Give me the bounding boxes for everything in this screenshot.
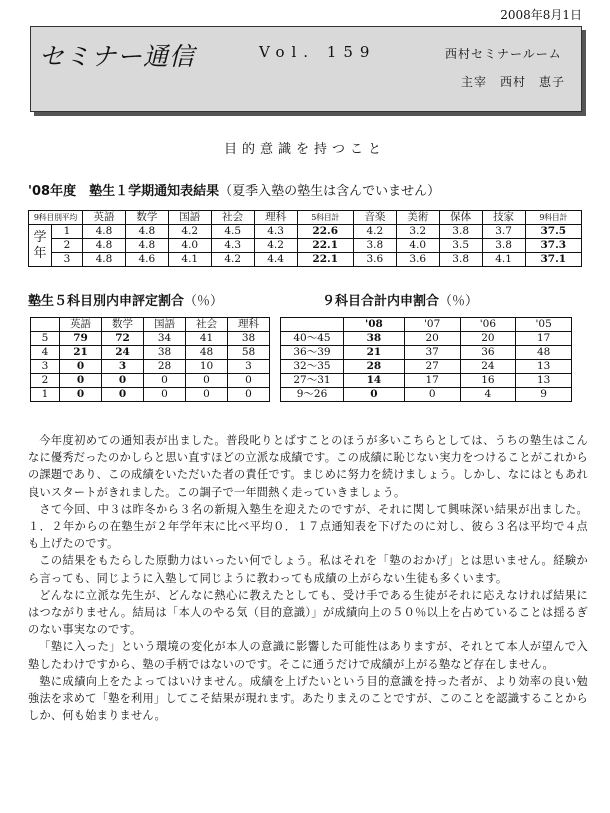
nine-subject-ratio-table (280, 317, 572, 402)
col-header: 数学 (102, 318, 144, 332)
col-header: 英語 (60, 318, 102, 332)
table-row (29, 225, 582, 239)
col-header: 理科 (254, 211, 297, 225)
table-cell: 0 (60, 360, 102, 374)
table-cell: 4.1 (482, 253, 525, 267)
section-9subject-title (322, 290, 478, 309)
table-cell: 13 (516, 360, 572, 374)
table-cell: 0 (144, 374, 186, 388)
table-cell: 20 (404, 332, 460, 346)
table-cell: 3.8 (482, 239, 525, 253)
table-cell: 0 (186, 374, 228, 388)
table-cell: 38 (344, 332, 405, 346)
table-cell: 17 (516, 332, 572, 346)
newsletter-header (30, 26, 582, 112)
table-cell: 0 (404, 388, 460, 402)
table-cell: 17 (404, 374, 460, 388)
table-cell: 4.6 (125, 253, 168, 267)
table-row (281, 374, 572, 388)
table-cell: 9 (516, 388, 572, 402)
paragraph: 塾に成績向上をたよってはいけません。成績を上げたいという目的意識を持った者が、より効率の良い勉強法を求めて「塾を利用」してこそ結果が現れます。あたりまえのことですが、このことを認識することからしか、何も始まりません。 (28, 674, 588, 723)
table-cell: 22.6 (297, 225, 353, 239)
table-cell: 0 (186, 388, 228, 402)
grade-number: 2 (52, 239, 83, 253)
table-header-row (281, 318, 572, 332)
table-cell: 0 (228, 374, 270, 388)
section-5subject-heading: 塾生５科目別内申評定割合 (28, 294, 185, 309)
table-cell: 4.2 (254, 239, 297, 253)
table-cell: 4.8 (125, 239, 168, 253)
table-cell: 4 (460, 388, 516, 402)
table-cell: 4.0 (396, 239, 439, 253)
table-cell: 4.3 (211, 239, 254, 253)
grade-number: 3 (52, 253, 83, 267)
grade-average-table (28, 210, 582, 267)
table-cell: 3.2 (396, 225, 439, 239)
section-5subject-title (28, 290, 223, 309)
col-header: '05 (516, 318, 572, 332)
table-cell: 0 (60, 388, 102, 402)
table-cell: 4.8 (83, 239, 126, 253)
col-header: 技家 (482, 211, 525, 225)
table-cell: 22.1 (297, 239, 353, 253)
table-cell: 0 (102, 374, 144, 388)
table-cell: 21 (344, 346, 405, 360)
article-body (28, 432, 588, 724)
table-cell: 3.6 (396, 253, 439, 267)
table-cell: 37.5 (525, 225, 581, 239)
col-header: '06 (460, 318, 516, 332)
table-header-row (31, 318, 270, 332)
table-cell: 3.8 (439, 253, 482, 267)
table-cell: 38 (228, 332, 270, 346)
section-grades-note: （夏季入塾の塾生は含んでいません） (219, 184, 441, 199)
paragraph: 今年度初めての通知表が出ました。普段叱りとばすことのほうが多いこちらとしては、うちの塾生はこんなに優秀だったのかしらと思い直すほどの立派な成績です。この成績に恥じない実力をつけることがこれからの課題であり、この成績をいただいた者の責任です。まじめに努力を続けましょう。しかし、なにはともあれ良いスタートがきれました。この調子で一年間熱く走っていきましょう。 (28, 434, 588, 499)
table-cell: 36 (460, 346, 516, 360)
table-cell: 37.1 (525, 253, 581, 267)
col-header: 9科目計 (525, 211, 581, 225)
organizer-name: 主宰 西村 恵子 (461, 75, 566, 89)
col-header: 国語 (168, 211, 211, 225)
table-row (281, 346, 572, 360)
col-header: 社会 (186, 318, 228, 332)
table-cell: 28 (144, 360, 186, 374)
col-header: 理科 (228, 318, 270, 332)
col-header: 国語 (144, 318, 186, 332)
table-cell: 37 (404, 346, 460, 360)
table-corner: 9科目別平均 (29, 211, 83, 225)
table-corner (31, 318, 60, 332)
col-header: 数学 (125, 211, 168, 225)
table-row (281, 388, 572, 402)
table-cell: 4.8 (83, 225, 126, 239)
table-cell: 0 (60, 374, 102, 388)
table-row (31, 332, 270, 346)
table-header-row (29, 211, 582, 225)
article-title: 目的意識を持つこと (223, 142, 386, 157)
table-cell: 48 (516, 346, 572, 360)
table-cell: 3 (102, 360, 144, 374)
col-header: 美術 (396, 211, 439, 225)
table-cell: 21 (60, 346, 102, 360)
table-cell: 3.8 (439, 225, 482, 239)
table-cell: 38 (144, 346, 186, 360)
table-cell: 16 (460, 374, 516, 388)
table-row (29, 239, 582, 253)
row-label: 40～45 (281, 332, 344, 346)
table-cell: 4.3 (254, 225, 297, 239)
paragraph: この結果をもたらした原動力はいったい何でしょう。私はそれを「塾のおかげ」とは思いません。経験から言っても、同じように入塾して同じように教わっても成績の上がらない生徒も多くいます。 (28, 554, 588, 585)
col-header: 社会 (211, 211, 254, 225)
section-9subject-unit: （％） (439, 294, 479, 309)
grade-label: 学 年 (29, 225, 52, 267)
row-label: 4 (31, 346, 60, 360)
volume-number: Vol. 159 (259, 43, 377, 61)
table-cell: 4.1 (168, 253, 211, 267)
newsletter-title: セミナー通信 (39, 42, 196, 71)
table-row (31, 374, 270, 388)
table-cell: 37.3 (525, 239, 581, 253)
table-cell: 48 (186, 346, 228, 360)
table-cell: 41 (186, 332, 228, 346)
col-header: '07 (404, 318, 460, 332)
table-cell: 0 (344, 388, 405, 402)
row-label: 5 (31, 332, 60, 346)
table-cell: 24 (460, 360, 516, 374)
table-cell: 4.8 (83, 253, 126, 267)
table-row (281, 332, 572, 346)
row-label: 1 (31, 388, 60, 402)
table-cell: 3 (228, 360, 270, 374)
table-cell: 28 (344, 360, 405, 374)
table-cell: 14 (344, 374, 405, 388)
table-cell: 0 (144, 388, 186, 402)
table-cell: 3.6 (353, 253, 396, 267)
table-row (31, 388, 270, 402)
table-row (29, 253, 582, 267)
table-cell: 13 (516, 374, 572, 388)
row-label: 2 (31, 374, 60, 388)
paragraph: 「塾に入った」という環境の変化が本人の意識に影響した可能性はありますが、それとて本人が望んで入塾したわけですから、塾の手柄ではないのです。そこに通うだけで成績が上がる塾など存在しません。 (28, 640, 588, 671)
table-cell: 24 (102, 346, 144, 360)
table-row (31, 346, 270, 360)
row-label: 32～35 (281, 360, 344, 374)
table-cell: 58 (228, 346, 270, 360)
table-cell: 27 (404, 360, 460, 374)
section-9subject-heading: ９科目合計内申割合 (322, 294, 440, 309)
organization-name: 西村セミナールーム (445, 47, 562, 61)
row-label: 3 (31, 360, 60, 374)
col-header: 英語 (83, 211, 126, 225)
issue-date: 2008年8月1日 (500, 8, 582, 22)
section-5subject-unit: （％） (184, 294, 224, 309)
table-cell: 4.0 (168, 239, 211, 253)
table-row (281, 360, 572, 374)
col-header: '08 (344, 318, 405, 332)
col-header: 保体 (439, 211, 482, 225)
table-row (31, 360, 270, 374)
col-header: 音楽 (353, 211, 396, 225)
table-cell: 10 (186, 360, 228, 374)
section-grades-title (28, 180, 440, 199)
table-cell: 3.5 (439, 239, 482, 253)
section-grades-heading: '08年度 塾生１学期通知表結果 (28, 184, 220, 199)
table-cell: 34 (144, 332, 186, 346)
table-corner (281, 318, 344, 332)
table-cell: 79 (60, 332, 102, 346)
grade-number: 1 (52, 225, 83, 239)
table-cell: 3.8 (353, 239, 396, 253)
table-cell: 3.7 (482, 225, 525, 239)
table-cell: 4.2 (168, 225, 211, 239)
table-cell: 4.2 (211, 253, 254, 267)
table-cell: 4.4 (254, 253, 297, 267)
row-label: 27～31 (281, 374, 344, 388)
paragraph: どんなに立派な先生が、どんなに熱心に教えたとしても、受け手である生徒がそれに応えなければ結果にはつながりません。結局は「本人のやる気（目的意識）」が成績向上の５０％以上を占めていることは揺るぎのない事実なのです。 (28, 588, 588, 637)
table-cell: 4.5 (211, 225, 254, 239)
row-label: 9～26 (281, 388, 344, 402)
row-label: 36～39 (281, 346, 344, 360)
table-cell: 0 (102, 388, 144, 402)
table-cell: 72 (102, 332, 144, 346)
table-cell: 22.1 (297, 253, 353, 267)
five-subject-ratio-table (30, 317, 270, 402)
table-cell: 20 (460, 332, 516, 346)
table-cell: 4.2 (353, 225, 396, 239)
paragraph: さて今回、中３は昨冬から３名の新規入塾生を迎えたのですが、それに関して興味深い結果が出ました。１．２年からの在塾生が２年学年末に比べ平均０．１７点通知表を下げたのに対し、彼ら３名は平均で４点も上げたのです。 (28, 502, 588, 551)
col-header: 5科目計 (297, 211, 353, 225)
table-cell: 0 (228, 388, 270, 402)
table-cell: 4.8 (125, 225, 168, 239)
